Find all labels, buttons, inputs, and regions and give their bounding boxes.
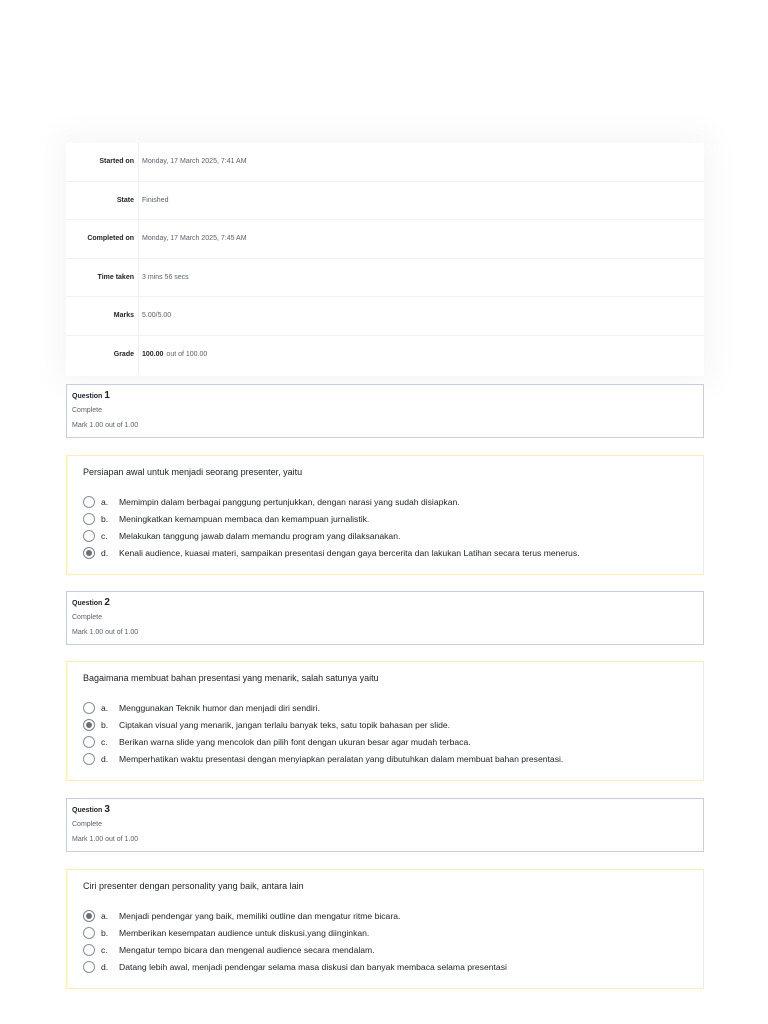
answer-text: Mengatur tempo bicara dan mengenal audience secara mendalam. — [119, 944, 375, 955]
question-text: Persiapan awal untuk menjadi seorang presenter, yaitu — [83, 467, 303, 477]
grade-out-of: out of 100.00 — [166, 351, 208, 359]
answer-letter: c. — [101, 530, 108, 541]
answer-text: Melakukan tanggung jawab dalam memandu program yang dilaksanakan. — [119, 530, 401, 541]
radio-button[interactable] — [83, 753, 95, 765]
answer-letter: a. — [101, 911, 109, 922]
summary-value: Finished — [142, 196, 169, 204]
summary-row-started — [66, 143, 704, 182]
answer-letter: a. — [101, 703, 109, 714]
grade-value: 100.00 — [142, 351, 164, 359]
summary-value: Monday, 17 March 2025, 7:41 AM — [142, 158, 247, 166]
answer-text: Datang lebih awal, menjadi pendengar selama masa diskusi dan banyak membaca selama presentasi — [119, 961, 507, 972]
answer-text: Memberikan kesempatan audience untuk diskusi.yang diinginkan. — [119, 928, 370, 939]
answer-option[interactable] — [83, 494, 687, 511]
question-state: Complete — [72, 821, 102, 828]
answer-text: Memimpin dalam berbagai panggung pertunjukkan, dengan narasi yang sudah disiapkan. — [119, 497, 460, 508]
summary-label: Marks — [113, 312, 134, 320]
answer-option[interactable] — [83, 511, 687, 528]
question-content — [66, 455, 704, 575]
summary-value: 5.00/5.00 — [142, 312, 172, 320]
question-text: Ciri presenter dengan personality yang baik, antara lain — [83, 881, 304, 891]
summary-row-state — [66, 182, 704, 221]
answer-text: Menjadi pendengar yang baik, memiliki outline dan mengatur ritme bicara. — [119, 911, 401, 922]
answer-letter: d. — [101, 547, 109, 558]
summary-value: Monday, 17 March 2025, 7:45 AM — [142, 235, 247, 243]
question-state: Complete — [72, 614, 102, 621]
summary-row-time-taken — [66, 259, 704, 298]
answer-letter: c. — [101, 736, 108, 747]
radio-button[interactable] — [83, 736, 95, 748]
answer-option[interactable] — [83, 717, 687, 734]
answer-letter: b. — [101, 514, 109, 525]
radio-button[interactable] — [83, 961, 95, 973]
answer-list — [83, 700, 687, 767]
answer-text: Berikan warna slide yang mencolok dan pilih font dengan ukuran besar agar mudah terbaca. — [119, 736, 471, 747]
answer-letter: b. — [101, 928, 109, 939]
radio-dot-icon — [86, 550, 92, 556]
answer-option[interactable] — [83, 528, 687, 545]
answer-letter: a. — [101, 497, 109, 508]
radio-button[interactable] — [83, 496, 95, 508]
answer-option[interactable] — [83, 734, 687, 751]
summary-label: Time taken — [97, 273, 134, 281]
question-content — [66, 869, 704, 989]
summary-row-grade — [66, 336, 704, 375]
summary-label: Grade — [113, 351, 134, 359]
question-title — [72, 803, 698, 817]
answer-option[interactable] — [83, 750, 687, 767]
answer-option[interactable] — [83, 908, 687, 925]
question-prefix: Question — [72, 393, 103, 400]
question-prefix: Question — [72, 600, 103, 607]
question-text: Bagaimana membuat bahan presentasi yang menarik, salah satunya yaitu — [83, 673, 379, 683]
summary-label: Started on — [99, 158, 134, 166]
radio-button[interactable] — [83, 944, 95, 956]
answer-text: Kenali audience, kuasai materi, sampaikan presentasi dengan gaya bercerita dan lakukan Latihan secara terus menerus. — [119, 547, 580, 558]
answer-list — [83, 908, 687, 975]
question-number: 2 — [104, 597, 110, 608]
answer-option[interactable] — [83, 700, 687, 717]
answer-option[interactable] — [83, 925, 687, 942]
answer-text: Memperhatikan waktu presentasi dengan menyiapkan peralatan yang dibutuhkan dalam membuat bahan presentasi. — [119, 753, 564, 764]
radio-button[interactable] — [83, 530, 95, 542]
summary-value: 3 mins 56 secs — [142, 273, 189, 281]
radio-button[interactable] — [83, 702, 95, 714]
attempt-summary — [66, 143, 704, 376]
answer-option[interactable] — [83, 958, 687, 975]
answer-option[interactable] — [83, 544, 687, 561]
answer-letter: b. — [101, 720, 109, 731]
question-mark: Mark 1.00 out of 1.00 — [72, 422, 139, 429]
summary-label: State — [116, 196, 134, 204]
radio-button[interactable] — [83, 513, 95, 525]
answer-letter: d. — [101, 753, 109, 764]
question-state: Complete — [72, 407, 102, 414]
answer-letter: c. — [101, 944, 108, 955]
answer-text: Ciptakan visual yang menarik, jangan terlalu banyak teks, satu topik bahasan per slide. — [119, 720, 451, 731]
question-mark: Mark 1.00 out of 1.00 — [72, 836, 139, 843]
radio-button[interactable] — [83, 927, 95, 939]
question-title — [72, 389, 698, 403]
question-mark: Mark 1.00 out of 1.00 — [72, 629, 139, 636]
answer-letter: d. — [101, 961, 109, 972]
question-prefix: Question — [72, 807, 103, 814]
question-number: 3 — [104, 804, 110, 815]
question-title — [72, 596, 698, 610]
summary-row-marks — [66, 297, 704, 336]
answer-text: Menggunakan Teknik humor dan menjadi diri sendiri. — [119, 703, 320, 714]
question-content — [66, 661, 704, 781]
radio-button-selected[interactable] — [83, 547, 95, 559]
question-info — [66, 798, 704, 852]
radio-dot-icon — [86, 722, 92, 728]
radio-button-selected[interactable] — [83, 719, 95, 731]
answer-text: Meningkatkan kemampuan membaca dan kemampuan jurnalistik. — [119, 514, 370, 525]
summary-row-completed — [66, 220, 704, 259]
radio-button-selected[interactable] — [83, 910, 95, 922]
summary-label: Completed on — [87, 235, 134, 243]
answer-option[interactable] — [83, 942, 687, 959]
answer-list — [83, 494, 687, 561]
radio-dot-icon — [86, 913, 92, 919]
question-info — [66, 384, 704, 438]
question-info — [66, 591, 704, 645]
question-number: 1 — [104, 390, 110, 401]
